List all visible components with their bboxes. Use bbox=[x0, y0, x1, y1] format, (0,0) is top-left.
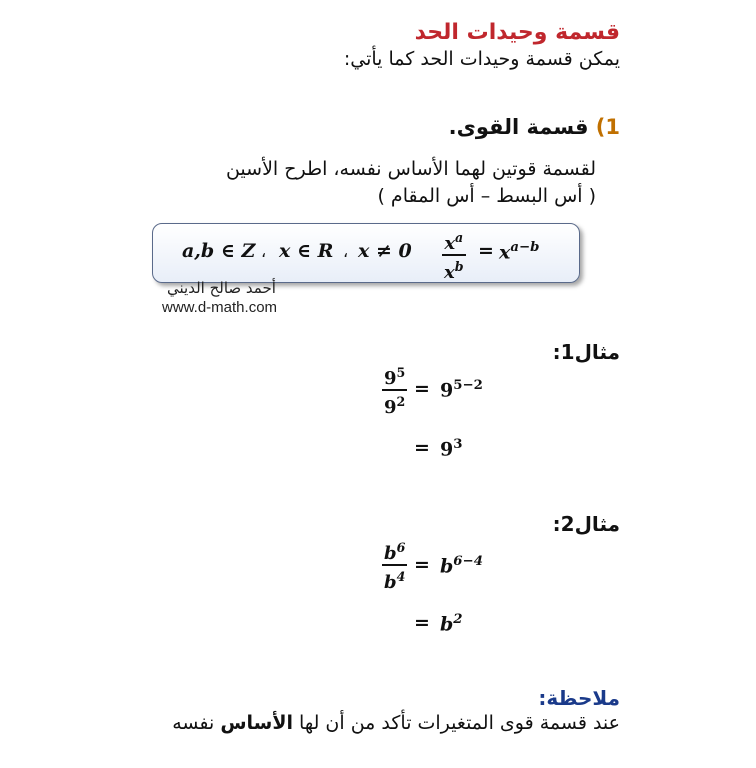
site-url: www.d-math.com bbox=[162, 299, 278, 316]
ex1-den-base: 9 bbox=[384, 397, 397, 418]
section-title: قسمة القوى. bbox=[448, 115, 589, 139]
example-2-fraction bbox=[382, 537, 407, 593]
condition-x-real: x ∈ R bbox=[279, 240, 334, 262]
rule-equals: = bbox=[478, 240, 494, 262]
ex1-num-base: 9 bbox=[384, 368, 397, 389]
rule-den-exp: b bbox=[454, 259, 464, 274]
ex1-result-exp: 3 bbox=[453, 437, 463, 452]
note-text-end: نفسه bbox=[172, 712, 221, 734]
rule-box bbox=[152, 223, 580, 283]
section-number: 1) bbox=[595, 115, 620, 139]
note-text-bold: الأساس bbox=[220, 712, 294, 734]
ex1-step-base: 9 bbox=[440, 379, 454, 402]
ex1-equals-2: = bbox=[414, 437, 430, 459]
ex2-den-base: b bbox=[384, 572, 397, 593]
example-2-label: مثال2: bbox=[552, 512, 620, 536]
rule-result bbox=[499, 240, 539, 263]
section-description bbox=[226, 156, 596, 210]
ex1-den-exp: 2 bbox=[396, 394, 406, 409]
ex2-result-base: b bbox=[440, 613, 454, 636]
separator-comma: ، bbox=[343, 242, 349, 261]
ex2-result-exp: 2 bbox=[453, 612, 463, 627]
rule-num-base: x bbox=[444, 233, 456, 254]
note-text bbox=[172, 712, 620, 734]
section-heading bbox=[449, 115, 620, 139]
rule-result-exp: a−b bbox=[510, 240, 540, 255]
condition-nonzero: x ≠ 0 bbox=[358, 240, 412, 262]
ex2-num-base: b bbox=[384, 543, 397, 564]
ex1-num-exp: 5 bbox=[396, 365, 406, 380]
ex2-result bbox=[440, 612, 463, 635]
page-title: قسمة وحيدات الحد bbox=[414, 20, 620, 45]
ex1-result-base: 9 bbox=[440, 438, 454, 461]
rule-fraction bbox=[442, 227, 466, 283]
ex1-step bbox=[440, 378, 483, 401]
description-line-2: ( أس البسط – أس المقام ) bbox=[377, 185, 596, 207]
ex2-step-exp: 6−4 bbox=[453, 554, 483, 569]
ex1-step-exp: 5−2 bbox=[453, 378, 483, 393]
rule-result-base: x bbox=[499, 241, 511, 264]
rule-den-base: x bbox=[444, 262, 455, 283]
condition-ab: a,b ∈ Z bbox=[182, 240, 256, 262]
ex2-equals: = bbox=[414, 554, 430, 576]
separator-comma: ، bbox=[261, 242, 267, 261]
ex2-equals-2: = bbox=[414, 612, 430, 634]
description-line-1: لقسمة قوتين لهما الأساس نفسه، اطرح الأسين bbox=[225, 158, 596, 180]
ex2-step-base: b bbox=[440, 555, 454, 578]
note-label: ملاحظة: bbox=[538, 686, 620, 710]
ex2-num-exp: 6 bbox=[396, 540, 406, 555]
ex2-step bbox=[440, 554, 483, 577]
example-1-label: مثال1: bbox=[552, 340, 620, 364]
example-1-fraction bbox=[382, 362, 407, 418]
rule-num-exp: a bbox=[455, 230, 464, 245]
author-watermark: أحمد صالح الديني bbox=[167, 279, 276, 297]
ex1-equals: = bbox=[414, 378, 430, 400]
ex2-den-exp: 4 bbox=[396, 569, 406, 584]
ex1-result bbox=[440, 437, 463, 460]
intro-text: يمكن قسمة وحيدات الحد كما يأتي: bbox=[343, 48, 620, 70]
note-text-start: عند قسمة قوى المتغيرات تأكد من أن لها bbox=[293, 712, 620, 734]
